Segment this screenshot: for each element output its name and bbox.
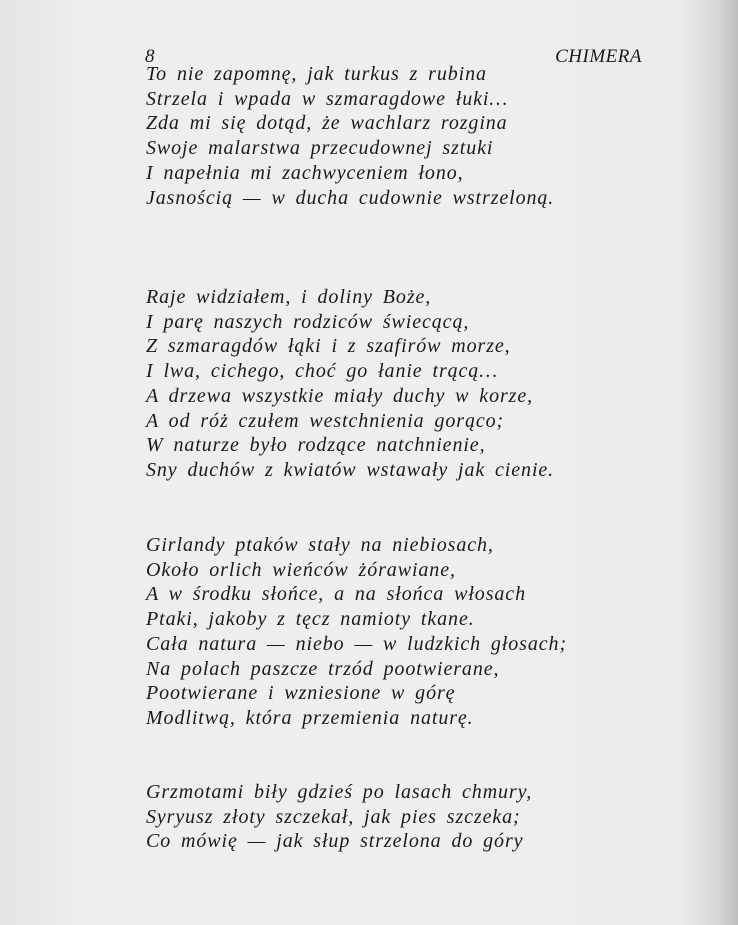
verse-line: Ptaki, jakoby z tęcz namioty tkane. bbox=[146, 608, 475, 631]
verse-line: Syryusz złoty szczekał, jak pies szczeka; bbox=[146, 805, 521, 828]
verse-line: To nie zapomnę, jak turkus z rubina bbox=[146, 63, 487, 85]
verse-line: W naturze było rodzące natchnienie, bbox=[146, 434, 486, 457]
verse-line: A w środku słońce, a na słońca włosach bbox=[146, 583, 526, 606]
verse-line: Jasnością — w ducha cudownie wstrzeloną. bbox=[146, 186, 555, 209]
verse-line: Z szmaragdów łąki i z szafirów morze, bbox=[146, 335, 511, 358]
stanza-4 bbox=[146, 780, 532, 854]
verse-line: Raje widziałem, i doliny Boże, bbox=[146, 286, 432, 308]
verse-line: Grzmotami biły gdzieś po lasach chmury, bbox=[146, 781, 533, 803]
verse-line: A od róż czułem westchnienia gorąco; bbox=[146, 409, 505, 432]
verse-line: Modlitwą, która przemienia naturę. bbox=[146, 706, 474, 729]
verse-line: I lwa, cichego, choć go łanie trącą… bbox=[146, 360, 498, 383]
verse-line: Około orlich wieńców żórawiane, bbox=[146, 558, 456, 581]
stanza-1 bbox=[146, 62, 554, 210]
verse-line: Strzela i wpada w szmaragdowe łuki… bbox=[146, 87, 509, 110]
verse-line: Sny duchów z kwiatów wstawały jak cienie. bbox=[146, 458, 555, 481]
verse-line: Pootwierane i wzniesione w górę bbox=[146, 682, 456, 705]
verse-line: A drzewa wszystkie miały duchy w korze, bbox=[146, 384, 534, 407]
verse-line: Cała natura — niebo — w ludzkich głosach; bbox=[146, 632, 568, 655]
verse-line: Co mówię — jak słup strzelona do góry bbox=[146, 830, 524, 853]
running-title: CHIMERA bbox=[555, 46, 642, 67]
verse-line: Girlandy ptaków stały na niebiosach, bbox=[146, 534, 494, 556]
verse-line: I parę naszych rodziców świecącą, bbox=[146, 310, 470, 333]
verse-line: I napełnia mi zachwyceniem łono, bbox=[146, 161, 464, 184]
verse-line: Swoje malarstwa przecudownej sztuki bbox=[146, 137, 494, 160]
stanza-2 bbox=[146, 285, 554, 483]
verse-line: Zda mi się dotąd, że wachlarz rozgina bbox=[146, 112, 508, 135]
page-number: 8 bbox=[145, 46, 155, 67]
stanza-3 bbox=[146, 533, 567, 731]
verse-line: Na polach paszcze trzód pootwierane, bbox=[146, 657, 500, 680]
